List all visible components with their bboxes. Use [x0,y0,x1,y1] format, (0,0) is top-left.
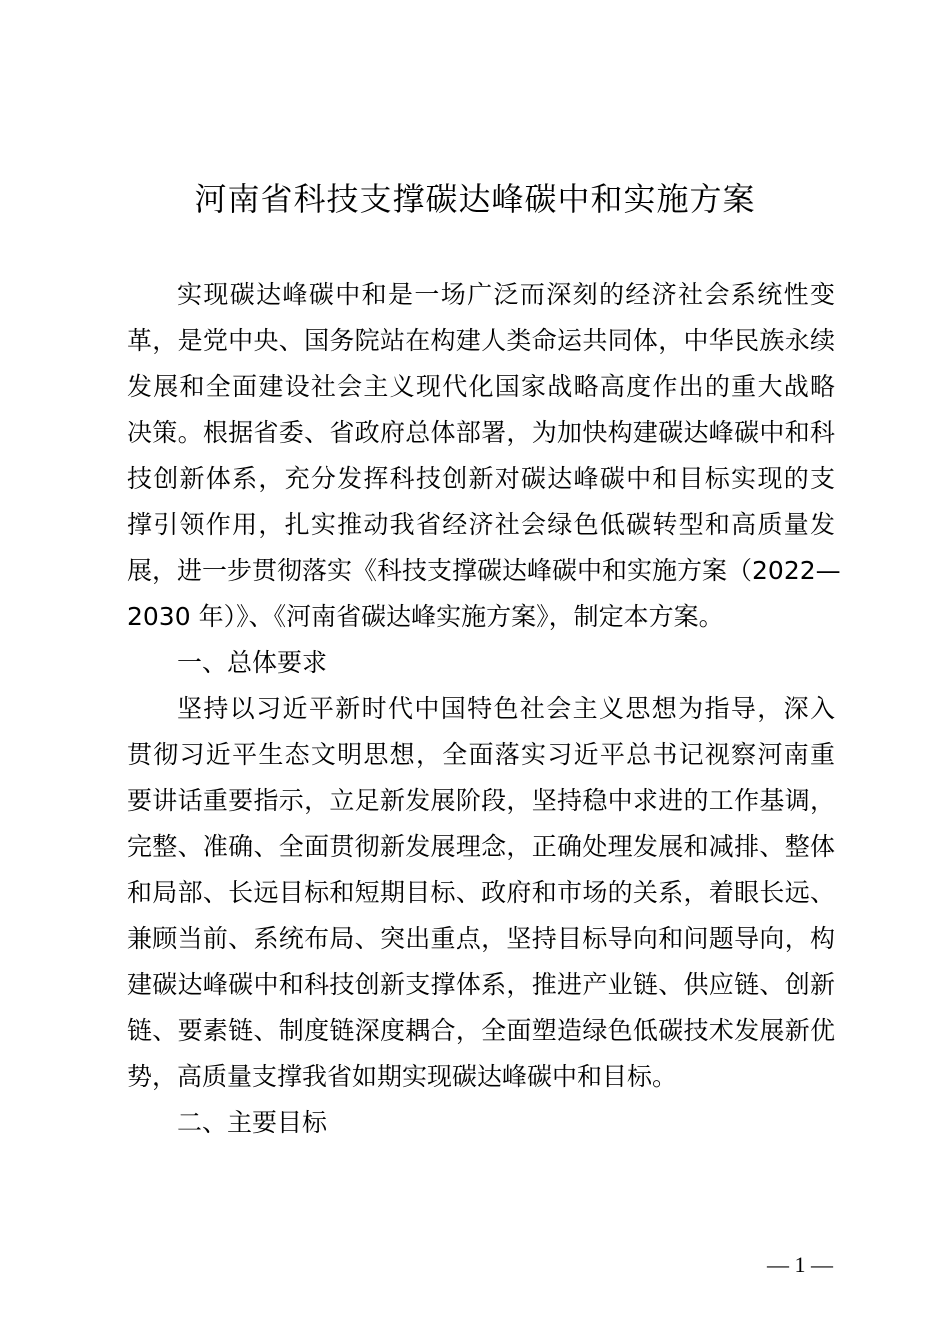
paragraph-line: 坚持以习近平新时代中国特色社会主义思想为指导，深入 [177,694,835,723]
paragraph-line: 展，进一步贯彻落实《科技支撑碳达峰碳中和实施方案（2022— [127,556,841,585]
paragraph-line: 技创新体系，充分发挥科技创新对碳达峰碳中和目标实现的支 [127,464,835,493]
paragraph-intro [127,272,841,640]
paragraph-line: 要讲话重要指示，立足新发展阶段，坚持稳中求进的工作基调， [127,786,835,815]
paragraph-line: 2030 年）》、《河南省碳达峰实施方案》，制定本方案。 [127,602,724,631]
paragraph-general-requirements [127,686,835,1100]
paragraph-line: 决策。根据省委、省政府总体部署，为加快构建碳达峰碳中和科 [127,418,835,447]
document-body [127,272,841,1146]
paragraph-line: 实现碳达峰碳中和是一场广泛而深刻的经济社会系统性变 [177,280,835,309]
paragraph-line: 撑引领作用，扎实推动我省经济社会绿色低碳转型和高质量发 [127,510,835,539]
paragraph-line: 完整、准确、全面贯彻新发展理念，正确处理发展和减排、整体 [127,832,835,861]
section-heading-main-goals: 二、主要目标 [177,1108,328,1137]
paragraph-line: 势，高质量支撑我省如期实现碳达峰碳中和目标。 [127,1062,678,1091]
paragraph-line: 建碳达峰碳中和科技创新支撑体系，推进产业链、供应链、创新 [127,970,835,999]
paragraph-line: 革，是党中央、国务院站在构建人类命运共同体，中华民族永续 [127,326,835,355]
paragraph-line: 贯彻习近平生态文明思想，全面落实习近平总书记视察河南重 [127,740,835,769]
paragraph-line: 链、要素链、制度链深度耦合，全面塑造绿色低碳技术发展新优 [127,1016,835,1045]
document-title: 河南省科技支撑碳达峰碳中和实施方案 [194,180,756,218]
section-heading-general-requirements: 一、总体要求 [177,648,328,677]
paragraph-line: 和局部、长远目标和短期目标、政府和市场的关系，着眼长远、 [127,878,835,907]
paragraph-line: 发展和全面建设社会主义现代化国家战略高度作出的重大战略 [127,372,835,401]
page-number: — 1 — [767,1252,833,1277]
paragraph-line: 兼顾当前、系统布局、突出重点，坚持目标导向和问题导向，构 [127,924,835,953]
